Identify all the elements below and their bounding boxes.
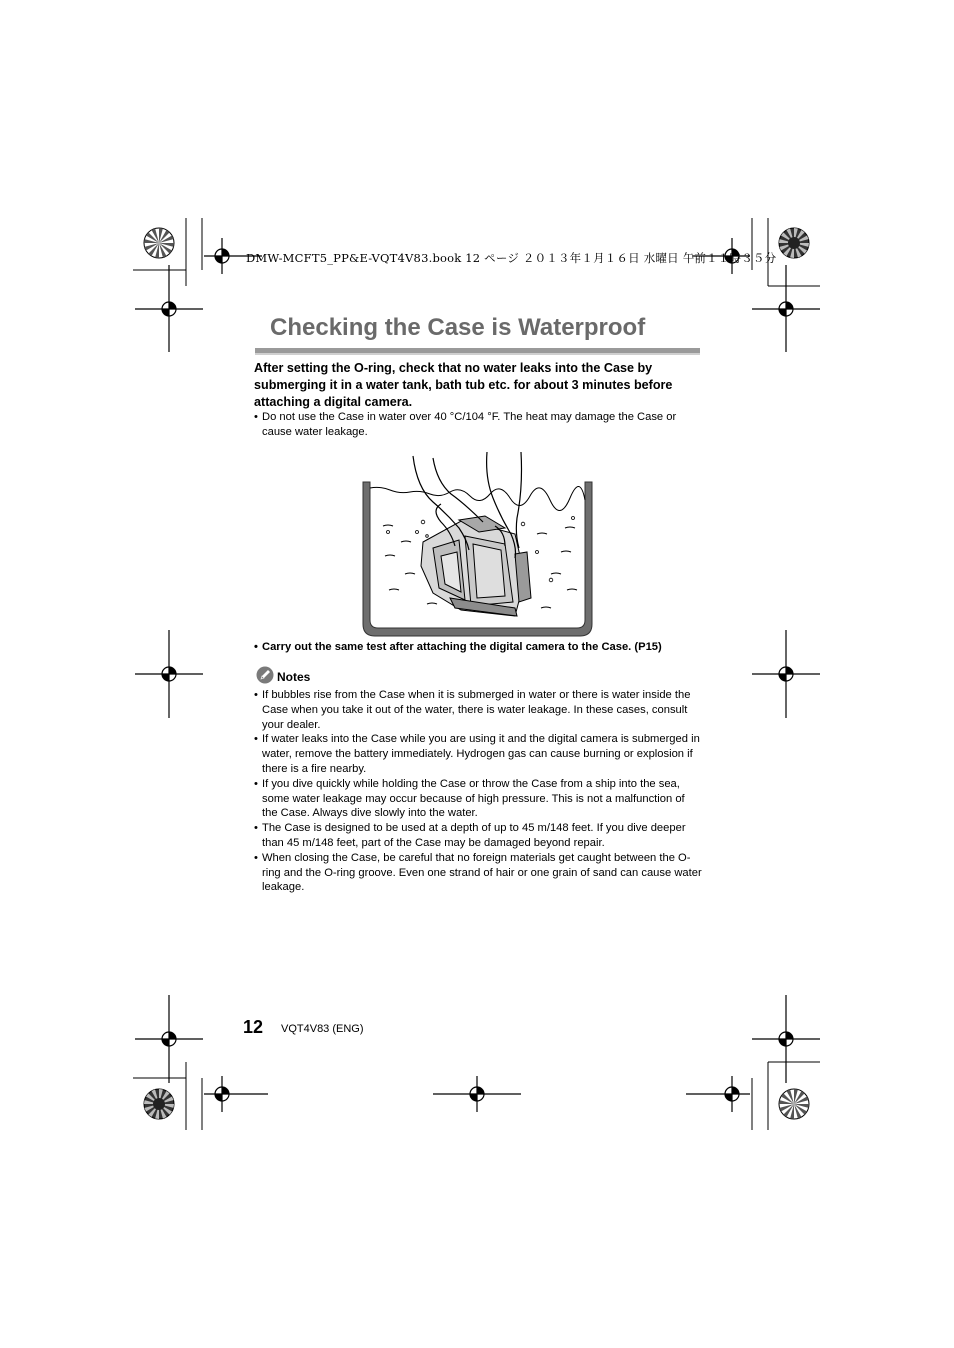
page-number: 12 [243, 1017, 264, 1037]
list-item: • Carry out the same test after attaching the digital camera to the Case. (P15) [254, 641, 662, 653]
note-text: If you dive quickly while holding the Case or throw the Case from a ship into the sea, some water leakage may occur because of high pressure. This is not a malfunction of the Case. Always dive slowly into the water. [262, 777, 685, 820]
list-item: • If water leaks into the Case while you are using it and the digital camera is submerged in water, remove the battery immediately. Hydrogen gas can cause burning or explosion if there is a fire nearby. [254, 733, 700, 775]
intro-paragraph: After setting the O-ring, check that no water leaks into the Case by submerging it in a water tank, bath tub etc. for about 3 minutes before attaching a digital camera. [254, 361, 673, 409]
registration-wheel [779, 228, 809, 258]
list-item: • When closing the Case, be careful that no foreign materials get caught between the O-ring and the O-ring groove. Even one strand of hair or one grain of sand can cause water leakage. [254, 851, 702, 894]
note-text: When closing the Case, be careful that no foreign materials get caught between the O-ring and the O-ring groove. Even one strand of hair or one grain of sand can cause water leakage. [262, 851, 702, 894]
title-underline-shadow [255, 353, 700, 355]
print-header: DMW-MCFT5_PP&E-VQT4V83.book 12 ページ ２０１３年１月１６日 水曜日 午前１１時３５分 [246, 251, 777, 265]
figure-bullet-text: Carry out the same test after attaching the digital camera to the Case. (P15) [262, 641, 662, 653]
note-text: The Case is designed to be used at a depth of up to 45 m/148 feet. If you dive deeper than 45 m/148 feet, part of the Case may be damaged beyond repair. [262, 822, 686, 849]
document-code: VQT4V83 (ENG) [281, 1023, 364, 1035]
registration-wheel [144, 1089, 174, 1119]
intro-bullet-text: Do not use the Case in water over 40 °C/104 °F. The heat may damage the Case or cause water leakage. [262, 411, 677, 438]
note-text: If bubbles rise from the Case when it is submerged in water or there is water inside the Case when you take it out of the water, there is water leakage. In these cases, consult your dealer. [262, 689, 691, 731]
notes-list [254, 688, 702, 895]
case-body [421, 516, 531, 616]
list-item: • Do not use the Case in water over 40 °C/104 °F. The heat may damage the Case or cause water leakage. [254, 411, 677, 438]
intro-bullet-list [254, 410, 702, 440]
page-title: Checking the Case is Waterproof [270, 314, 646, 341]
water-surface [370, 486, 585, 510]
pencil-note-icon [256, 666, 274, 684]
figure-bullet-list [254, 640, 702, 655]
notes-heading: Notes [277, 670, 311, 684]
list-item: • If bubbles rise from the Case when it is submerged in water or there is water inside the Case when you take it out of the water, there is water leakage. In these cases, consult your dealer. [254, 689, 691, 731]
registration-wheel [779, 1089, 809, 1119]
registration-wheel [144, 228, 174, 258]
list-item: • If you dive quickly while holding the Case or throw the Case from a ship into the sea, some water leakage may occur because of high pressure. This is not a malfunction of the Case. Always dive slowly into the water. [254, 777, 685, 820]
list-item: • The Case is designed to be used at a depth of up to 45 m/148 feet. If you dive deeper than 45 m/148 feet, part of the Case may be damaged beyond repair. [254, 822, 686, 849]
water-tank-illustration [355, 448, 600, 643]
note-text: If water leaks into the Case while you are using it and the digital camera is submerged in water, remove the battery immediately. Hydrogen gas can cause burning or explosion if there is a fire nearby. [262, 733, 700, 775]
